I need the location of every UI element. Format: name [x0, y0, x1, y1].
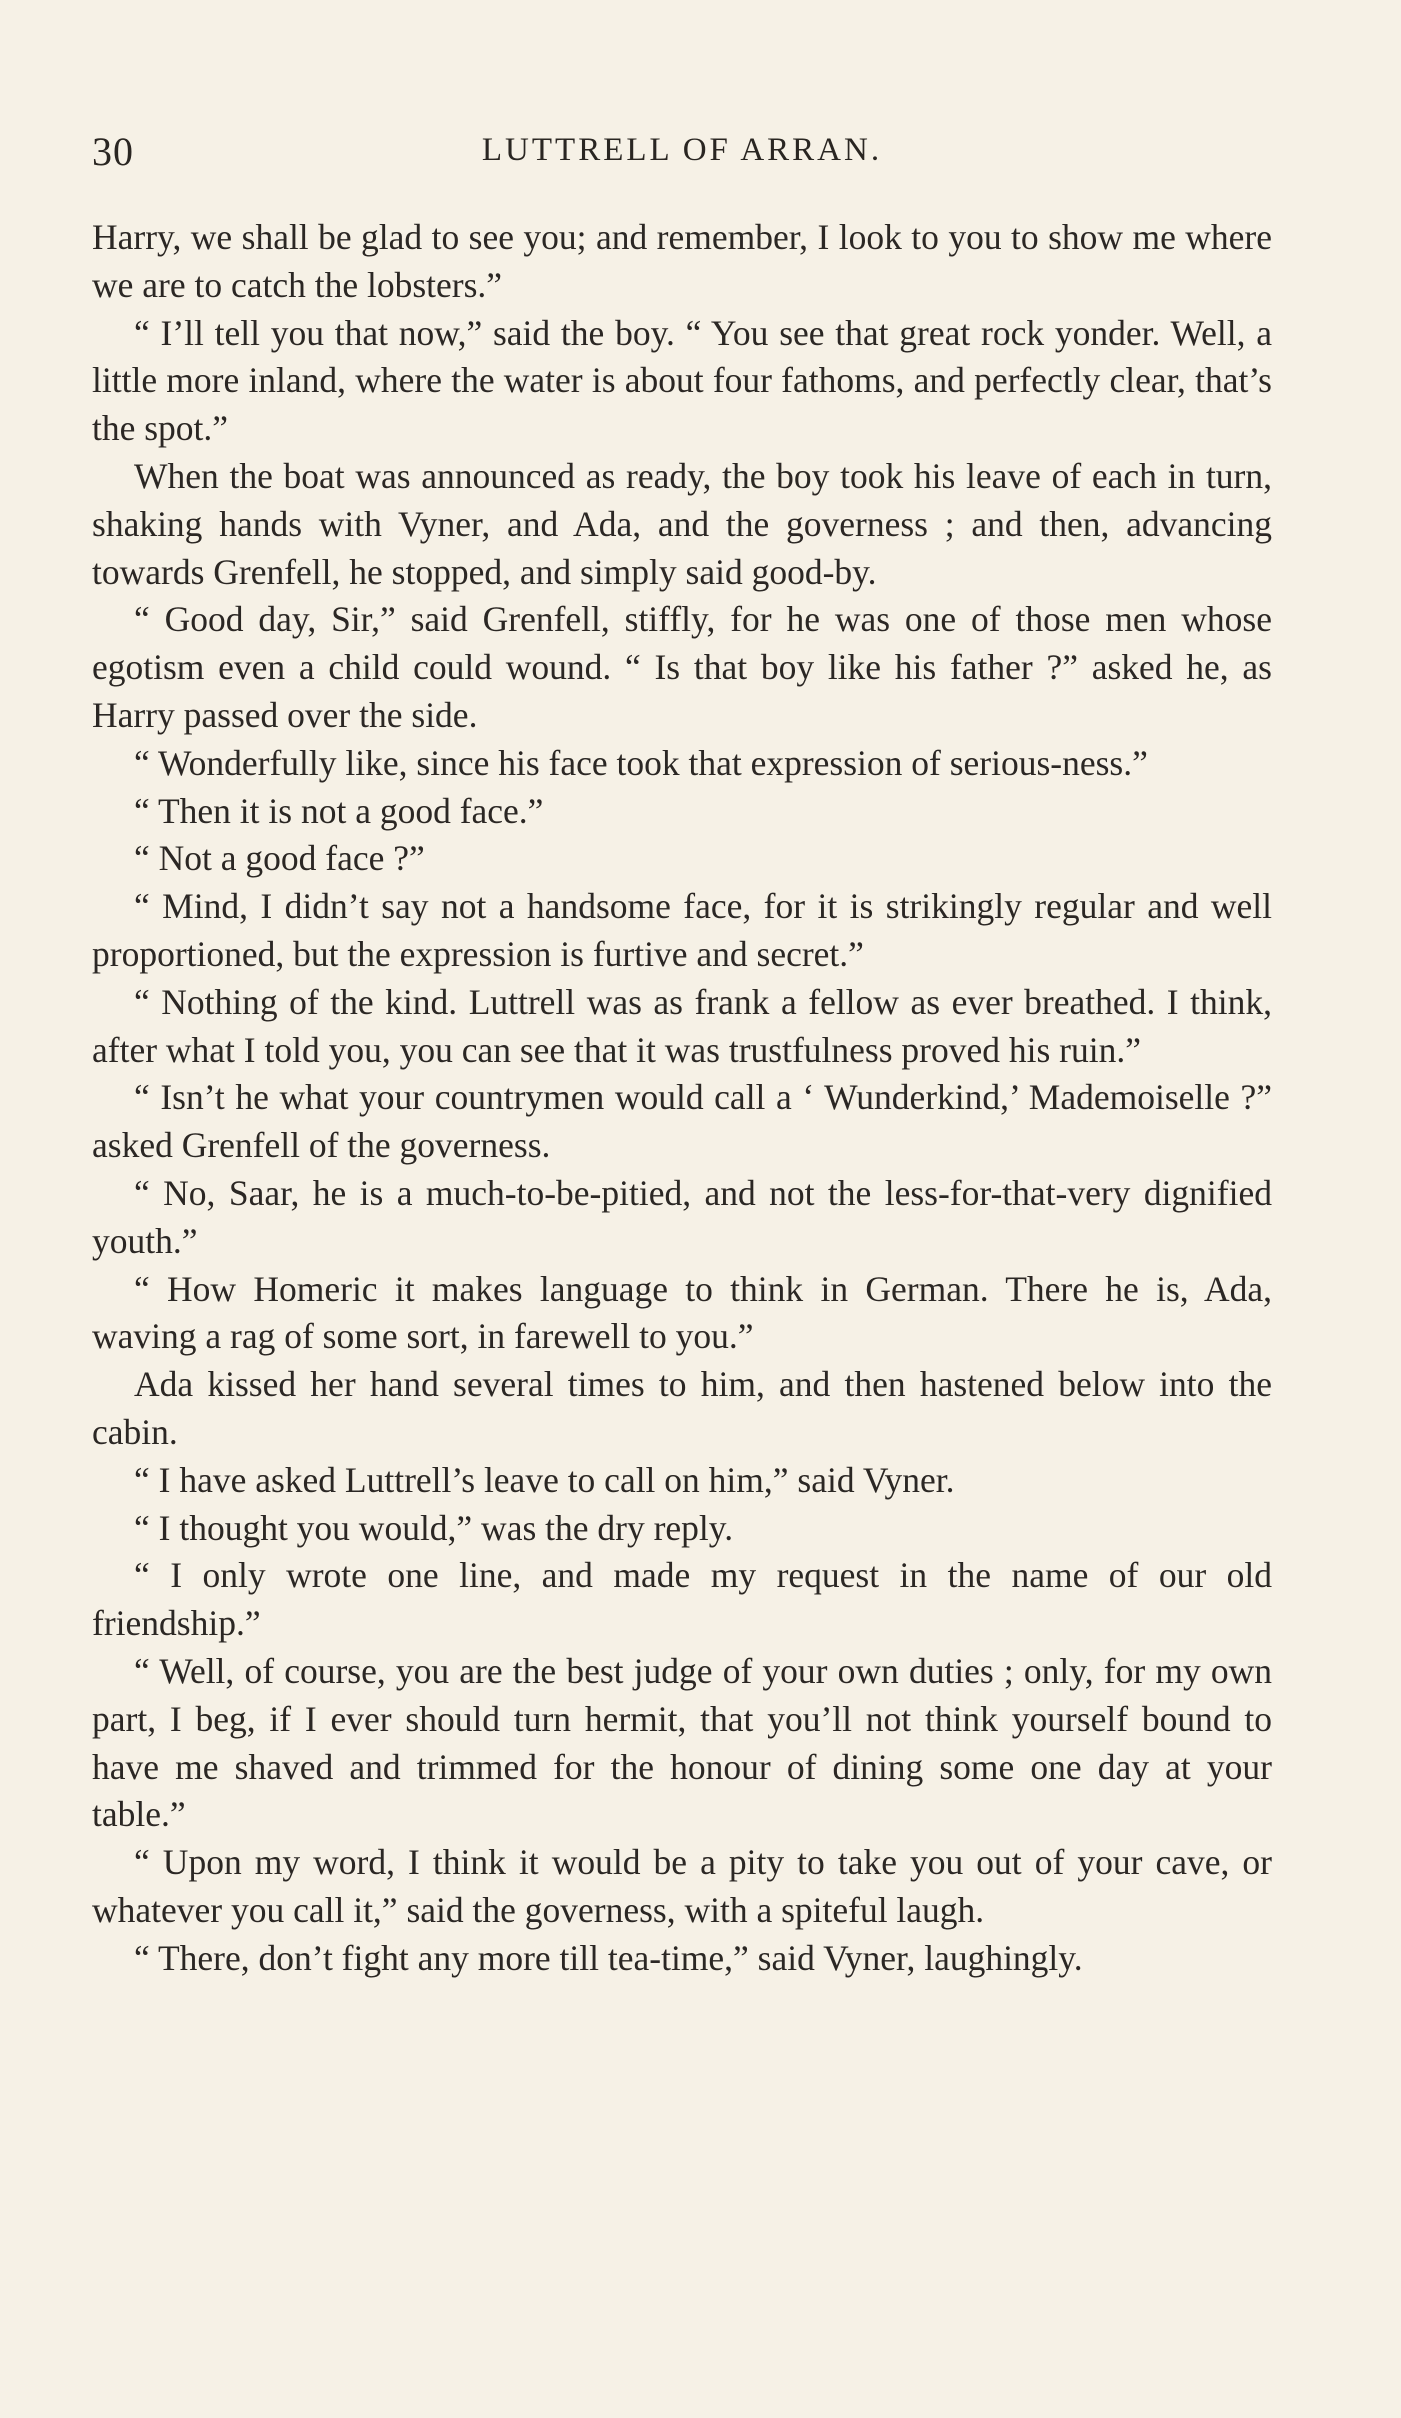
paragraph: “ Isn’t he what your countrymen would call a ‘ Wunderkind,’ Mademoiselle ?” asked Grenfell of the governess.: [92, 1077, 1272, 1166]
paragraph: “ Good day, Sir,” said Grenfell, stiffly, for he was one of those men whose egotism even a child could wound. “ Is that boy like his father ?” asked he, as Harry passed over the side.: [92, 599, 1272, 735]
paragraph: Harry, we shall be glad to see you; and remember, I look to you to show me where we are to catch the lobsters.”: [92, 217, 1272, 305]
page-number: 30: [92, 129, 134, 174]
paragraph: When the boat was announced as ready, the boy took his leave of each in turn, shaking hands with Vyner, and Ada, and the governess ; and then, advancing towards Grenfell, he stopped, and simply said good-by.: [92, 455, 1272, 592]
body-text: [92, 214, 1272, 1982]
paragraph: “ Upon my word, I think it would be a pity to take you out of your cave, or whatever you call it,” said the governess, with a spiteful laugh.: [92, 1842, 1272, 1930]
paragraph: “ I only wrote one line, and made my request in the name of our old friendship.”: [92, 1555, 1272, 1644]
paragraph: “ Well, of course, you are the best judge of your own duties ; only, for my own part, I beg, if I ever should turn hermit, that you’ll not think yourself bound to have me shaved and trimmed for the honour of dining some one day at your table.”: [92, 1650, 1272, 1835]
paragraph: “ There, don’t fight any more till tea-time,” said Vyner, laughingly.: [134, 1937, 1083, 1978]
paragraph: “ I have asked Luttrell’s leave to call on him,” said Vyner.: [134, 1459, 955, 1500]
paragraph: “ Not a good face ?”: [134, 838, 425, 879]
paragraph: “ Wonderfully like, since his face took that expression of serious-ness.”: [134, 742, 1148, 783]
paragraph: “ No, Saar, he is a much-to-be-pitied, and not the less-for-that-very dignified youth.”: [92, 1172, 1272, 1261]
running-title: LUTTRELL OF ARRAN.: [481, 132, 883, 168]
paragraph: “ Nothing of the kind. Luttrell was as frank a fellow as ever breathed. I think, after what I told you, you can see that it was trustfulness proved his ruin.”: [92, 981, 1272, 1070]
paragraph: “ How Homeric it makes language to think in German. There he is, Ada, waving a rag of some sort, in farewell to you.”: [92, 1268, 1272, 1357]
paragraph: “ I thought you would,” was the dry reply.: [134, 1507, 734, 1548]
paragraph: “ I’ll tell you that now,” said the boy. “ You see that great rock yonder. Well, a little more inland, where the water is about four fathoms, and perfectly clear, that’s the spot.”: [92, 312, 1272, 449]
page-header: [92, 128, 1272, 184]
paragraph: “ Then it is not a good face.”: [134, 790, 544, 831]
paragraph: Ada kissed her hand several times to him, and then hastened below into the cabin.: [92, 1364, 1272, 1452]
paragraph: “ Mind, I didn’t say not a handsome face, for it is strikingly regular and well proportioned, but the expression is furtive and secret.”: [92, 886, 1272, 974]
